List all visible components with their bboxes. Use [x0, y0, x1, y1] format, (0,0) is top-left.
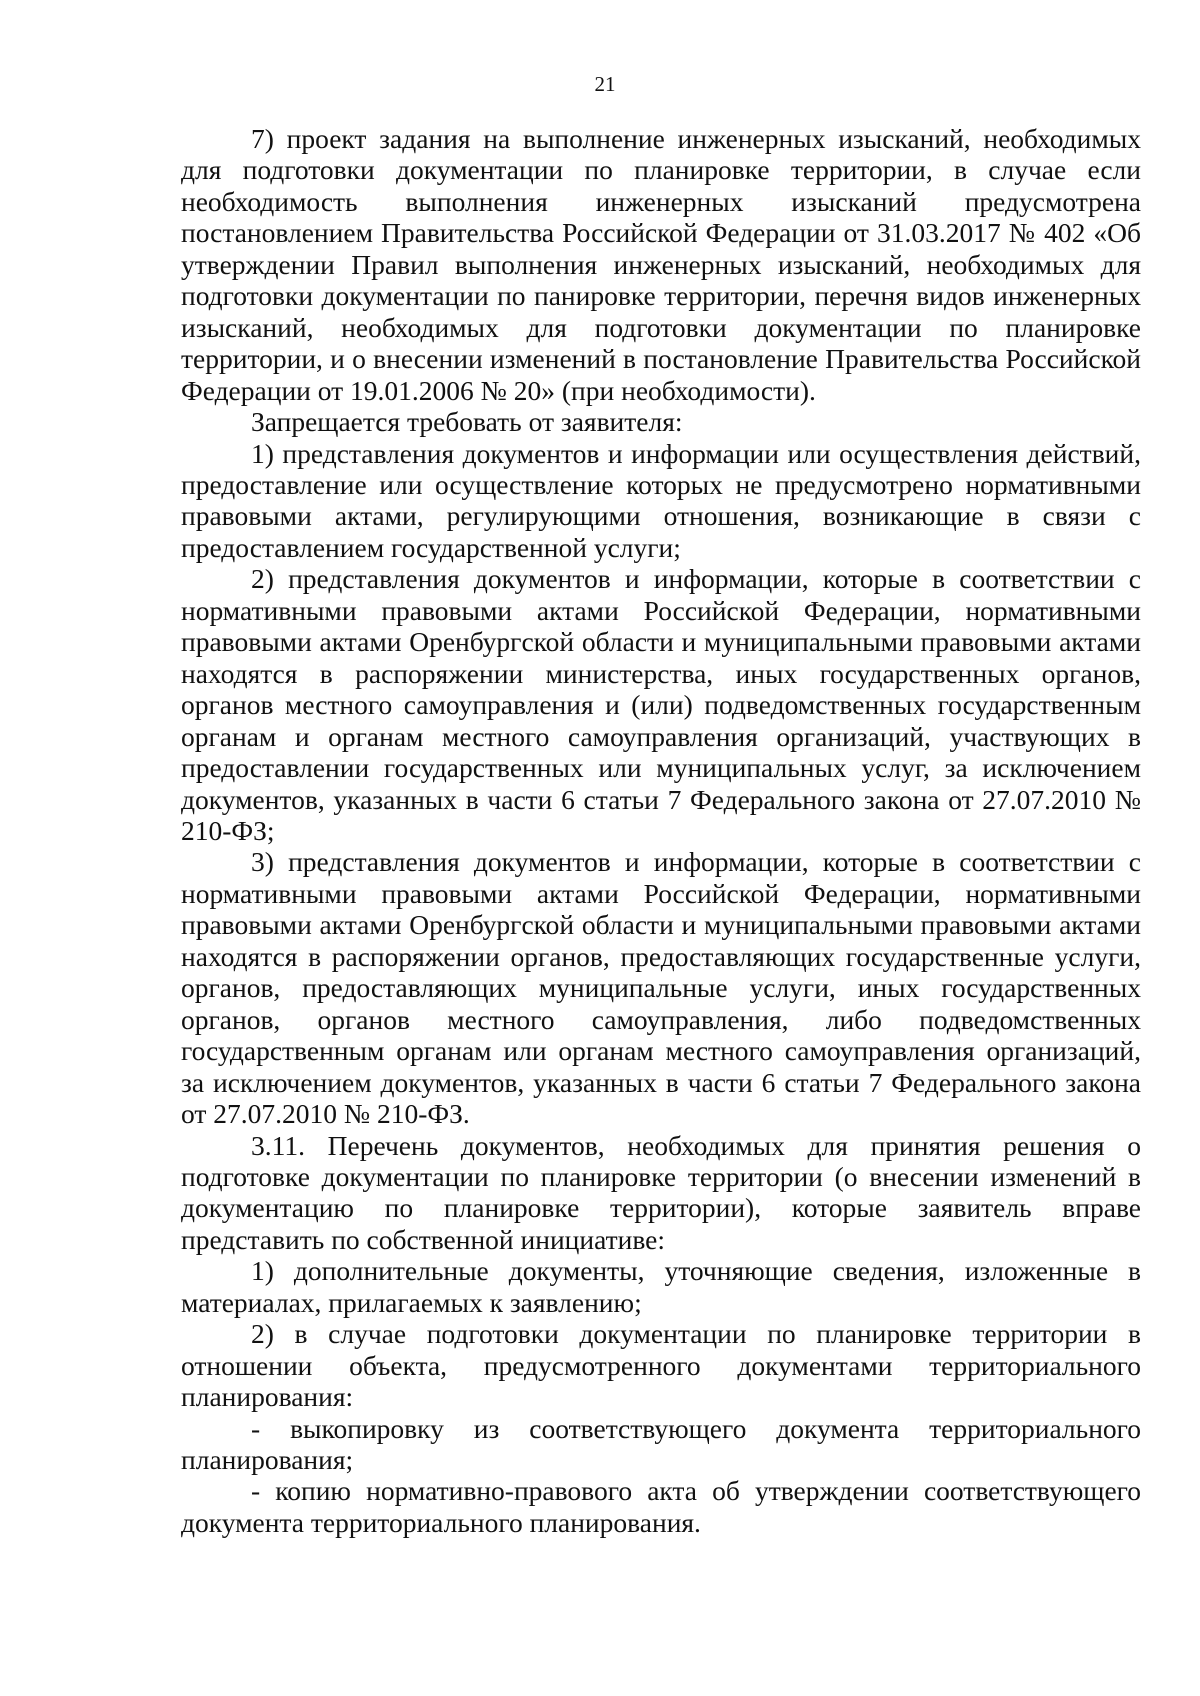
- paragraph-prohibition-2: 2) представления документов и информации, которые в соответствии с нормативными правовыми актами Российской Федерации, нормативными правовыми актами Оренбургской области и муниципальными правовыми актами находятся в распоряжении министерства, иных государственных органов, органов местного самоуправления и (или) подведомственных государственным органам и органам местного самоуправления организаций, участвующих в предоставлении государственных или муниципальных услуг, за исключением документов, указанных в части 6 статьи 7 Федерального закона от 27.07.2010 № 210-ФЗ;: [181, 563, 1141, 846]
- paragraph-bullet-copy: - копию нормативно-правового акта об утверждении соответствующего документа территориального планирования.: [181, 1475, 1141, 1538]
- paragraph-bullet-extract: - выкопировку из соответствующего документа территориального планирования;: [181, 1412, 1141, 1476]
- paragraph-prohibition-3: 3) представления документов и информации, которые в соответствии с нормативными правовыми актами Российской Федерации, нормативными правовыми актами Оренбургской области и муниципальными правовыми актами находятся в распоряжении органов, предоставляющих государственные услуги, органов, предоставляющих муниципальные услуги, иных государственных органов, органов местного самоуправления, либо подведомственных государственным органам или органам местного самоуправления организаций, за исключением документов, указанных в части 6 статьи 7 Федерального закона от 27.07.2010 № 210-ФЗ.: [181, 846, 1141, 1130]
- paragraph-prohibition-intro: Запрещается требовать от заявителя:: [251, 406, 683, 438]
- paragraph-section-3-11-item-1: 1) дополнительные документы, уточняющие сведения, изложенные в материалах, прилагаемых к заявлению;: [181, 1255, 1141, 1318]
- document-body: [181, 123, 1141, 1538]
- paragraph-prohibition-1: 1) представления документов и информации или осуществления действий, предоставление или осуществление которых не предусмотрено нормативными правовыми актами, регулирующими отношения, возникающие в связи с предоставлением государственной услуги;: [181, 437, 1141, 563]
- paragraph-section-3-11: 3.11. Перечень документов, необходимых для принятия решения о подготовке документации по планировке территории (о внесении изменений в документацию по планировке территории), которые заявитель вправе представить по собственной инициативе:: [181, 1129, 1141, 1255]
- paragraph-item-7: 7) проект задания на выполнение инженерных изысканий, необходимых для подготовки документации по планировке территории, в случае если необходимость выполнения инженерных изысканий предусмотрена постановлением Правительства Российской Федерации от 31.03.2017 № 402 «Об утверждении Правил выполнения инженерных изысканий, необходимых для подготовки документации по панировке территории, перечня видов инженерных изысканий, необходимых для подготовки документации по планировке территории, и о внесении изменений в постановление Правительства Российской Федерации от 19.01.2006 № 20» (при необходимости).: [181, 123, 1141, 406]
- paragraph-section-3-11-item-2: 2) в случае подготовки документации по планировке территории в отношении объекта, предусмотренного документами территориального планирования:: [181, 1318, 1141, 1413]
- page-number: 21: [594, 72, 616, 96]
